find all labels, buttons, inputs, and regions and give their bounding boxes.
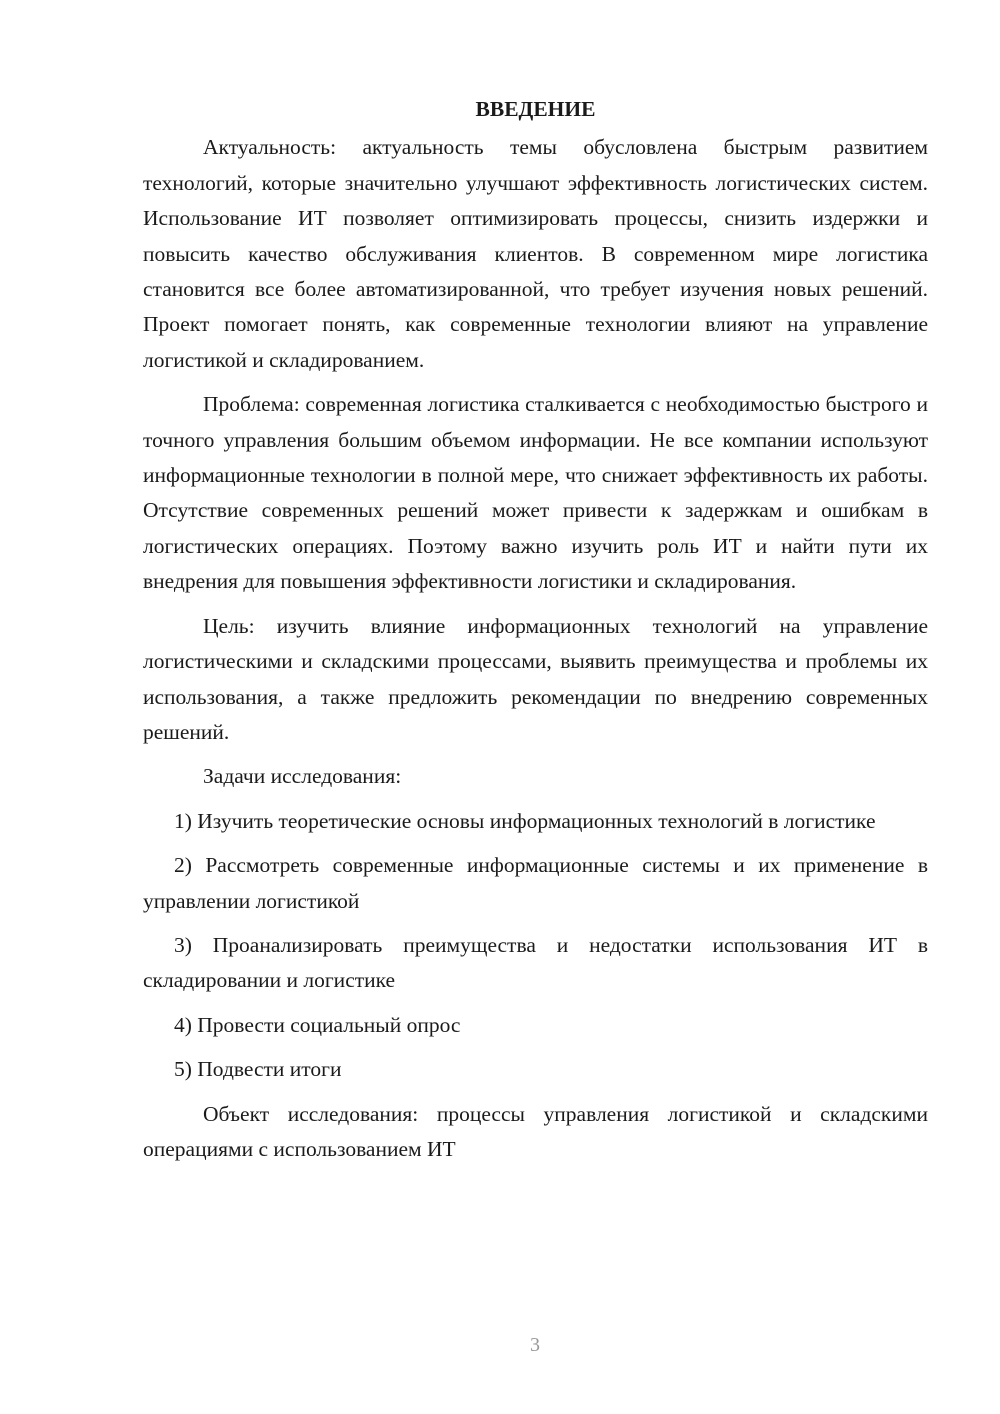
relevance-paragraph: Актуальность: актуальность темы обусловлена быстрым развитием технологий, которые значительно улучшают эффективность логистических систем. Использование ИТ позволяет оптимизировать процессы, снизить издержки и повысить качество обслуживания клиентов. В современном мире логистика становится все более автоматизированной, что требует изучения новых решений. Проект помогает понять, как современные технологии влияют на управление логистикой и складированием. — [143, 135, 928, 372]
section-title: ВВЕДЕНИЕ — [475, 97, 596, 121]
page-number: 3 — [530, 1334, 540, 1356]
task-item: 2) Рассмотреть современные информационные системы и их применение в управлении логистикой — [143, 853, 928, 913]
task-item: 4) Провести социальный опрос — [174, 1012, 461, 1037]
task-item: 5) Подвести итоги — [174, 1057, 342, 1082]
object-paragraph: Объект исследования: процессы управления логистикой и складскими операциями с использованием ИТ — [143, 1101, 928, 1161]
problem-paragraph: Проблема: современная логистика сталкивается с необходимостью быстрого и точного управления большим объемом информации. Не все компании используют информационные технологии в полной мере, что снижает эффективность их работы. Отсутствие современных решений может привести к задержкам и ошибкам в логистических операциях. Поэтому важно изучить роль ИТ и найти пути их внедрения для повышения эффективности логистики и складирования. — [143, 392, 928, 594]
goal-paragraph: Цель: изучить влияние информационных технологий на управление логистическими и складскими процессами, выявить преимущества и проблемы их использования, а также предложить рекомендации по внедрению современных решений. — [143, 613, 928, 744]
tasks-heading: Задачи исследования: — [203, 764, 402, 789]
document-body — [143, 92, 928, 1176]
task-item: 3) Проанализировать преимущества и недостатки использования ИТ в складировании и логистике — [143, 932, 928, 993]
task-item: 1) Изучить теоретические основы информационных технологий в логистике — [174, 808, 876, 833]
